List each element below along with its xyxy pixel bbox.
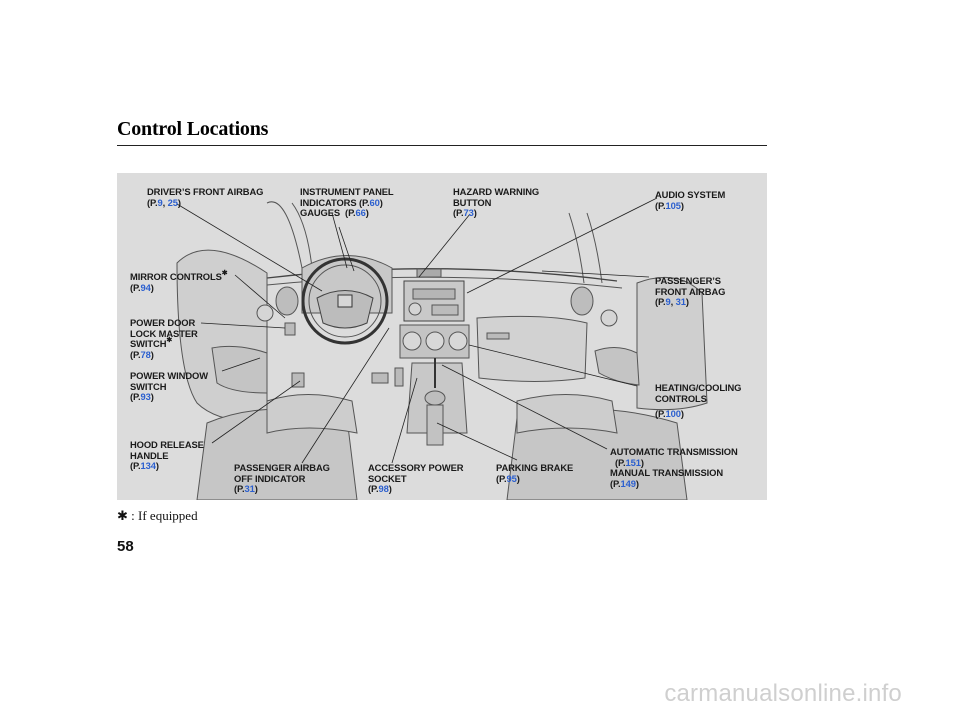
watermark-text: carmanualsonline.info: [664, 680, 902, 707]
page-link-31b[interactable]: 31: [244, 483, 255, 495]
equipped-mark: ✱: [221, 270, 228, 277]
drivers-front-airbag-label: DRIVER’S FRONT AIRBAG (P.9, 25): [147, 186, 264, 208]
audio-system-label: AUDIO SYSTEM (P.105): [655, 189, 726, 211]
page-link-25[interactable]: 25: [167, 196, 178, 208]
page-link-31[interactable]: 31: [675, 296, 686, 308]
page-link-105[interactable]: 105: [665, 199, 681, 211]
page-link-78[interactable]: 78: [140, 348, 151, 360]
page-link-60[interactable]: 60: [369, 196, 380, 208]
page-link-9b[interactable]: 9: [665, 296, 671, 308]
page-link-93[interactable]: 93: [140, 391, 151, 403]
page-link-66[interactable]: 66: [355, 207, 366, 219]
page-link-149[interactable]: 149: [620, 477, 636, 489]
instrument-panel-label: INSTRUMENT PANEL INDICATORS (P.60) GAUGES (P.66): [300, 186, 394, 219]
power-door-lock-label: POWER DOOR LOCK MASTER SWITCH✱ (P.78): [130, 317, 198, 360]
heating-cooling-label: HEATING/COOLING CONTROLS (P.100): [655, 382, 742, 420]
parking-brake-label: PARKING BRAKE (P.95): [496, 462, 574, 484]
page-title: Control Locations: [117, 118, 269, 140]
passenger-airbag-off-label: PASSENGER AIRBAG OFF INDICATOR (P.31): [234, 462, 330, 495]
page-link-73[interactable]: 73: [463, 207, 474, 219]
footnote-text: : If equipped: [131, 508, 198, 523]
equipped-mark: ✱: [166, 337, 173, 345]
page-link-98[interactable]: 98: [378, 483, 389, 495]
page-link-95[interactable]: 95: [506, 472, 517, 484]
passenger-front-airbag-label: PASSENGER’S FRONT AIRBAG (P.9, 31): [655, 275, 726, 308]
power-window-label: POWER WINDOW SWITCH (P.93): [130, 370, 208, 403]
page-number: 58: [117, 538, 134, 555]
accessory-power-socket-label: ACCESSORY POWER SOCKET (P.98): [368, 462, 464, 495]
page-link-9[interactable]: 9: [157, 196, 163, 208]
title-rule: [117, 145, 767, 146]
hood-release-label: HOOD RELEASE HANDLE (P.134): [130, 439, 204, 472]
footnote: [117, 508, 198, 524]
transmission-label: AUTOMATIC TRANSMISSION (P.151) MANUAL TRANSMISSION (P.149): [610, 446, 738, 489]
page-link-151[interactable]: 151: [625, 456, 641, 468]
mirror-controls-label: MIRROR CONTROLS✱ (P.94): [130, 270, 228, 293]
watermark-area: [0, 674, 960, 714]
page-link-100[interactable]: 100: [665, 408, 681, 420]
footnote-symbol: ✱: [117, 508, 128, 523]
page-link-94[interactable]: 94: [140, 281, 151, 293]
hazard-warning-label: HAZARD WARNING BUTTON (P.73): [453, 186, 540, 219]
page-link-134[interactable]: 134: [140, 460, 156, 472]
